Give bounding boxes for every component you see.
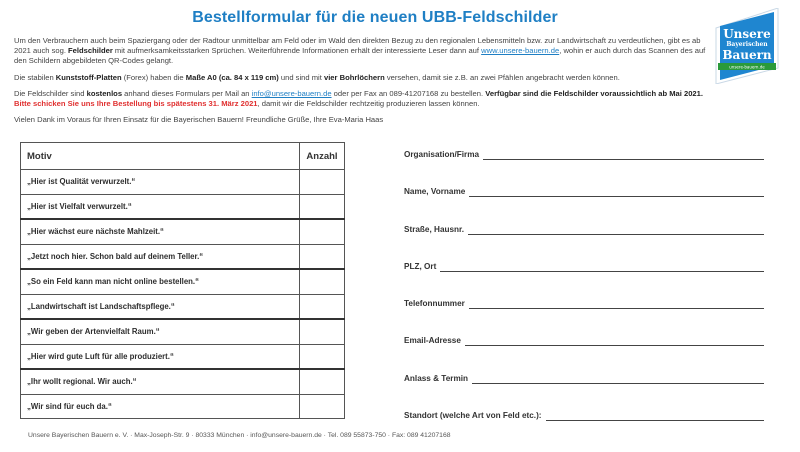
intro-paragraph-4: Vielen Dank im Voraus für Ihren Einsatz für die Bayerischen Bauern! Freundliche Grüße, Ihre Eva-Maria Haas (14, 115, 384, 125)
field-email: Email-Adresse (404, 336, 764, 373)
quantity-cell[interactable] (300, 319, 345, 344)
intro-paragraph-3: Die Feldschilder sind kostenlos anhand dieses Formulars per Mail an info@unsere-bauern.de oder per Fax an 089-41207168 zu bestellen. Verfügbar sind die Feldschilder voraussichtlich ab Mai 2021. Bitte schicken Sie uns Ihre Bestellung bis spätestens 31. März 2021, damit wir die Feldschilder rechtzeitig produzieren lassen können. (14, 88, 703, 109)
field-phone: Telefonnummer (404, 299, 764, 336)
page-title: Bestellformular für die neuen UBB-Feldschilder (192, 9, 558, 26)
street-input-line[interactable] (468, 225, 764, 235)
table-row: „Wir sind für euch da.“ (21, 394, 345, 419)
table-row: „Jetzt noch hier. Schon bald auf deinem Teller.“ (21, 244, 345, 269)
footer-contact: Unsere Bayerischen Bauern e. V. · Max-Joseph-Str. 9 · 80333 München · info@unsere-bauern.de · Tel. 089 55873-750 · Fax: 089 41207168 (28, 432, 451, 439)
quantity-cell[interactable] (300, 269, 345, 294)
field-name: Name, Vorname (404, 187, 764, 224)
website-link[interactable]: www.unsere-bauern.de (481, 46, 560, 56)
quantity-cell[interactable] (300, 170, 345, 195)
phone-input-line[interactable] (469, 299, 764, 309)
quantity-cell[interactable] (300, 369, 345, 394)
quantity-cell[interactable] (300, 244, 345, 269)
table-row: „Hier ist Qualität verwurzelt.“ (21, 170, 345, 195)
intro-text (14, 36, 714, 131)
field-occasion: Anlass & Termin (404, 374, 764, 411)
quantity-cell[interactable] (300, 194, 345, 219)
intro-paragraph-2: Die stabilen Kunststoff-Platten (Forex) haben die Maße A0 (ca. 84 x 119 cm) und sind mit vier Bohrlöchern versehen, damit sie z.B. an zwei Pfählen angebracht werden können. (14, 72, 620, 82)
table-header-row (21, 143, 345, 170)
logo-line-1: Unsere (723, 27, 771, 41)
quantity-cell[interactable] (300, 294, 345, 319)
table-row: „Hier wächst eure nächste Mahlzeit.“ (21, 219, 345, 244)
organisation-input-line[interactable] (483, 150, 764, 160)
field-street: Straße, Hausnr. (404, 225, 764, 262)
table-row: „Hier ist Vielfalt verwurzelt.“ (21, 194, 345, 219)
table-row: „So ein Feld kann man nicht online bestellen.“ (21, 269, 345, 294)
logo-line-3: Bauern (722, 48, 772, 62)
plz-ort-input-line[interactable] (440, 262, 764, 272)
table-row: „Wir geben der Artenvielfalt Raum.“ (21, 319, 345, 344)
contact-form (404, 150, 764, 448)
ubb-logo (712, 8, 784, 84)
quantity-cell[interactable] (300, 394, 345, 419)
field-plz-ort: PLZ, Ort (404, 262, 764, 299)
quantity-cell[interactable] (300, 219, 345, 244)
header-anzahl: Anzahl (300, 143, 345, 170)
name-input-line[interactable] (469, 187, 764, 197)
motive-order-table (20, 142, 345, 419)
table-row: „Hier wird gute Luft für alle produziert.“ (21, 344, 345, 369)
quantity-cell[interactable] (300, 344, 345, 369)
logo-line-2: Bayerischen (726, 41, 768, 48)
table-row: „Ihr wollt regional. Wir auch.“ (21, 369, 345, 394)
logo-url: unsere-bauern.de (729, 64, 765, 70)
header-motiv: Motiv (21, 143, 300, 170)
field-organisation: Organisation/Firma (404, 150, 764, 187)
email-input-line[interactable] (465, 336, 764, 346)
intro-paragraph-1: Um den Verbrauchern auch beim Spaziergang oder der Radtour unmittelbar am Feld oder im Wald den direkten Bezug zu den regionalen Lebensmitteln bzw. zur Landwirtschaft zu verdeutlichen, gibt es ab 2021 auch sog. Feldschilder mit aufmerksamkeitsstarken Sprüchen. Weiterführende Informationen erhält der interessierte Leser dann auf www.unsere-bauern.de, wohin er auch durch das Scannen des auf den Schildern abgebildeten QR-Codes gelangt. (14, 36, 706, 66)
occasion-input-line[interactable] (472, 374, 764, 384)
table-row: „Landwirtschaft ist Landschaftspflege.“ (21, 294, 345, 319)
email-link[interactable]: info@unsere-bauern.de (251, 88, 332, 98)
field-location: Standort (welche Art von Feld etc.): (404, 411, 764, 448)
location-input-line[interactable] (546, 411, 764, 421)
